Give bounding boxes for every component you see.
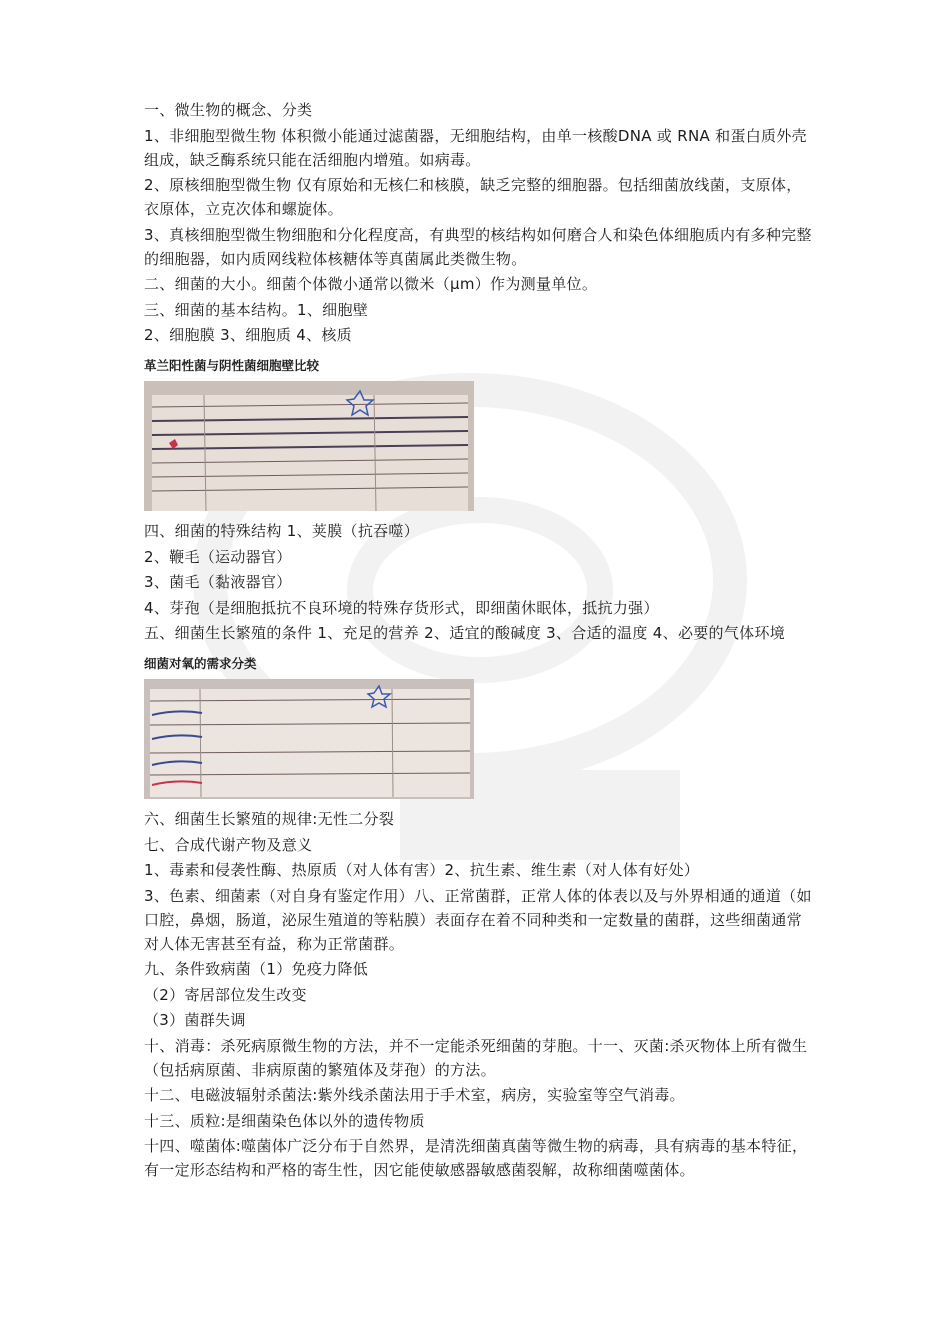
cell-wall-comparison-photo	[144, 381, 474, 511]
heading-14: 十四、噬菌体:噬菌体广泛分布于自然界，是清洗细菌真菌等微生物的病毒，具有病毒的基本特征，有一定形态结构和严格的寄生性，因它能使敏感器敏感菌裂解，故称细菌噬菌体。	[144, 1137, 808, 1179]
heading-7: 七、合成代谢产物及意义	[144, 835, 313, 854]
heading-9: 九、条件致病菌（1）免疫力降低	[144, 960, 369, 978]
paragraph: 1、非细胞型微生物 体积微小能通过滤菌器，无细胞结构，由单一核酸DNA 或 RNA 和蛋白质外壳组成，缺乏酶系统只能在活细胞内增殖。如病毒。	[144, 126, 807, 169]
heading-2: 二、细菌的大小。细菌个体微小通常以微米（μm）作为测量单位。	[144, 275, 598, 293]
paragraph: 4、芽孢（是细胞抵抗不良环境的特殊存货形式，即细菌休眠体，抵抗力强）	[144, 598, 659, 617]
paragraph: 2、原核细胞型微生物 仅有原始和无核仁和核膜，缺乏完整的细胞器。包括细菌放线菌，支原体，衣原体，立克次体和螺旋体。	[144, 176, 802, 218]
heading-5: 五、细菌生长繁殖的条件 1、充足的营养 2、适宜的酸碱度 3、合适的温度 4、必要的气体环境	[144, 624, 786, 642]
paragraph: （3）菌群失调	[144, 1011, 246, 1029]
heading-6: 六、细菌生长繁殖的规律:无性二分裂	[144, 810, 395, 828]
paragraph: 2、细胞膜 3、细胞质 4、核质	[144, 326, 352, 344]
heading-12: 十二、电磁波辐射杀菌法:紫外线杀菌法用于手术室，病房，实验室等空气消毒。	[144, 1086, 685, 1104]
heading-10: 十、消毒：杀死病原微生物的方法，并不一定能杀死细菌的芽胞。十一、灭菌:杀灭物体上所有微生（包括病原菌、非病原菌的繁殖体及芽孢）的方法。	[144, 1036, 808, 1079]
heading-1: 一、微生物的概念、分类	[144, 101, 313, 119]
heading-3: 三、细菌的基本结构。1、细胞壁	[144, 300, 369, 319]
oxygen-requirement-photo	[144, 679, 474, 799]
heading-13: 十三、质粒:是细菌染色体以外的遗传物质	[144, 1111, 425, 1130]
paragraph: 2、鞭毛（运动器官）	[144, 547, 292, 566]
paragraph: 3、真核细胞型微生物细胞和分化程度高，有典型的核结构如何磨合人和染色体细胞质内有多种完整的细胞器，如内质网线粒体核糖体等真菌属此类微生物。	[144, 225, 812, 268]
paragraph: 3、色素、细菌素（对自身有鉴定作用）八、正常菌群，正常人体的体表以及与外界相通的通道（如口腔，鼻烟，肠道，泌尿生殖道的等粘膜）表面存在着不同种类和一定数量的菌群，这些细菌通常对人体无害甚至有益，称为正常菌群。	[144, 886, 812, 953]
paragraph: （2）寄居部位发生改变	[144, 985, 307, 1004]
heading-4: 四、细菌的特殊结构 1、荚膜（抗吞噬）	[144, 522, 420, 540]
paragraph: 1、毒素和侵袭性酶、热原质（对人体有害）2、抗生素、维生素（对人体有好处）	[144, 861, 700, 879]
figure-caption-oxygen: 细菌对氧的需求分类	[144, 656, 257, 671]
paragraph: 3、菌毛（黏液器官）	[144, 573, 292, 591]
figure-caption-cell-wall: 革兰阳性菌与阴性菌细胞壁比较	[144, 358, 320, 373]
